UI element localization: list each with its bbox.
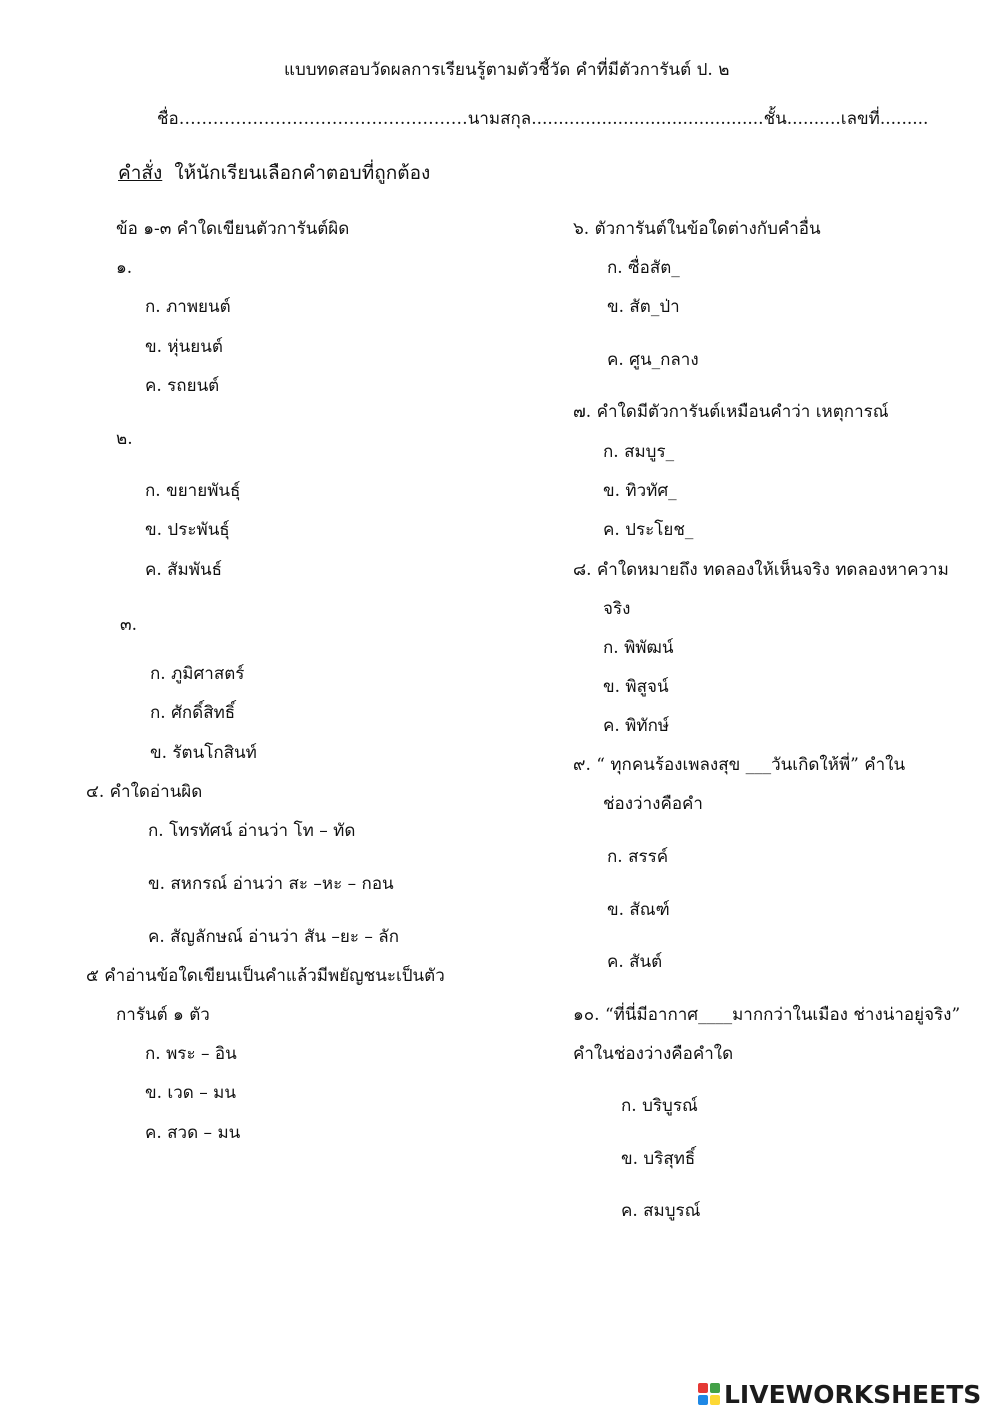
q4-option-c[interactable]: ค. สัญลักษณ์ อ่านว่า สัน –ยะ – ลัก bbox=[148, 927, 400, 947]
q9-text-line1: ๙. “ ทุกคนร้องเพลงสุข ___วันเกิดให้พี่” คำใน bbox=[573, 755, 906, 775]
q2-option-c[interactable]: ค. สัมพันธ์ bbox=[145, 560, 222, 580]
q4-option-a[interactable]: ก. โทรทัศน์ อ่านว่า โท – ทัด bbox=[148, 821, 356, 841]
q5-option-a[interactable]: ก. พระ – อิน bbox=[145, 1044, 237, 1064]
q5-option-b[interactable]: ข. เวด – มน bbox=[145, 1083, 236, 1103]
q7-option-c[interactable]: ค. ประโยช_ bbox=[603, 520, 694, 540]
liveworksheets-logo bbox=[698, 1378, 981, 1410]
q2-number: ๒. bbox=[116, 429, 133, 449]
q3-option-b[interactable]: ก. ศักดิ์สิทธิ์ bbox=[150, 703, 236, 723]
student-info-line: ชื่อ……………………………………………นามสกุล...........................................ชั้น..........เลขที่......... bbox=[157, 109, 929, 129]
q9-option-b[interactable]: ข. สัณฑ์ bbox=[607, 900, 670, 920]
q8-text-line2: จริง bbox=[603, 599, 631, 619]
q10-option-b[interactable]: ข. บริสุทธิ์ bbox=[621, 1149, 696, 1169]
q7-option-a[interactable]: ก. สมบูร_ bbox=[603, 442, 675, 462]
q2-option-a[interactable]: ก. ขยายพันธุ์ bbox=[145, 481, 241, 501]
q6-option-a[interactable]: ก. ซื่อสัต_ bbox=[607, 258, 680, 278]
q8-option-b[interactable]: ข. พิสูจน์ bbox=[603, 677, 669, 697]
q1-option-c[interactable]: ค. รถยนต์ bbox=[145, 376, 220, 396]
q1-option-a[interactable]: ก. ภาพยนต์ bbox=[145, 297, 231, 317]
q1-number: ๑. bbox=[116, 258, 133, 278]
q5-text-line2: การันต์ ๑ ตัว bbox=[116, 1005, 210, 1025]
q3-option-c[interactable]: ข. รัตนโกสินท์ bbox=[150, 743, 257, 763]
q7-option-b[interactable]: ข. ทิวทัศ_ bbox=[603, 481, 677, 501]
q4-option-b[interactable]: ข. สหกรณ์ อ่านว่า สะ –หะ – กอน bbox=[148, 874, 394, 894]
q10-option-c[interactable]: ค. สมบูรณ์ bbox=[621, 1201, 701, 1221]
logo-square-2 bbox=[710, 1383, 720, 1393]
q8-option-a[interactable]: ก. พิพัฒน์ bbox=[603, 638, 674, 658]
logo-text: LIVEWORKSHEETS bbox=[724, 1379, 982, 1409]
instruction-text: ให้นักเรียนเลือกคำตอบที่ถูกต้อง bbox=[174, 162, 431, 184]
q6-option-b[interactable]: ข. สัต_ป่า bbox=[607, 297, 680, 317]
instruction-label: คำสั่ง bbox=[118, 162, 163, 184]
q10-option-a[interactable]: ก. บริบูรณ์ bbox=[621, 1096, 698, 1116]
q3-number: ๓. bbox=[120, 615, 138, 635]
q5-text-line1: ๕ คำอ่านข้อใดเขียนเป็นคำแล้วมีพยัญชนะเป็นตัว bbox=[86, 966, 445, 986]
q6-option-c[interactable]: ค. ศูน_กลาง bbox=[607, 350, 699, 370]
q6-text: ๖. ตัวการันต์ในข้อใดต่างกับคำอื่น bbox=[573, 219, 821, 239]
q1-option-b[interactable]: ข. หุ่นยนต์ bbox=[145, 337, 223, 357]
logo-squares-icon bbox=[698, 1383, 720, 1405]
logo-square-3 bbox=[698, 1395, 708, 1405]
q9-option-c[interactable]: ค. สันต์ bbox=[607, 952, 663, 972]
q1-3-intro: ข้อ ๑-๓ คำใดเขียนตัวการันต์ผิด bbox=[116, 219, 350, 239]
q8-text-line1: ๘. คำใดหมายถึง ทดลองให้เห็นจริง ทดลองหาความ bbox=[573, 560, 949, 580]
q9-text-line2: ช่องว่างคือคำ bbox=[603, 794, 703, 814]
q3-option-a[interactable]: ก. ภูมิศาสตร์ bbox=[150, 664, 245, 684]
page-title: แบบทดสอบวัดผลการเรียนรู้ตามตัวชี้วัด คำที่มีตัวการันต์ ป. ๒ bbox=[284, 60, 730, 80]
logo-square-4 bbox=[710, 1395, 720, 1405]
q8-option-c[interactable]: ค. พิทักษ์ bbox=[603, 716, 670, 736]
q10-text-line2: คำในช่องว่างคือคำใด bbox=[573, 1044, 734, 1064]
q10-text-line1: ๑๐. “ที่นี่มีอากาศ____มากกว่าในเมือง ช่างน่าอยู่จริง” bbox=[573, 1005, 961, 1025]
q7-text: ๗. คำใดมีตัวการันต์เหมือนคำว่า เหตุการณ์ bbox=[573, 402, 889, 422]
q4-text: ๔. คำใดอ่านผิด bbox=[86, 782, 203, 802]
q9-option-a[interactable]: ก. สรรค์ bbox=[607, 847, 669, 867]
instruction bbox=[118, 162, 430, 184]
logo-square-1 bbox=[698, 1383, 708, 1393]
q5-option-c[interactable]: ค. สวด – มน bbox=[145, 1123, 241, 1143]
q2-option-b[interactable]: ข. ประพันธุ์ bbox=[145, 520, 230, 540]
